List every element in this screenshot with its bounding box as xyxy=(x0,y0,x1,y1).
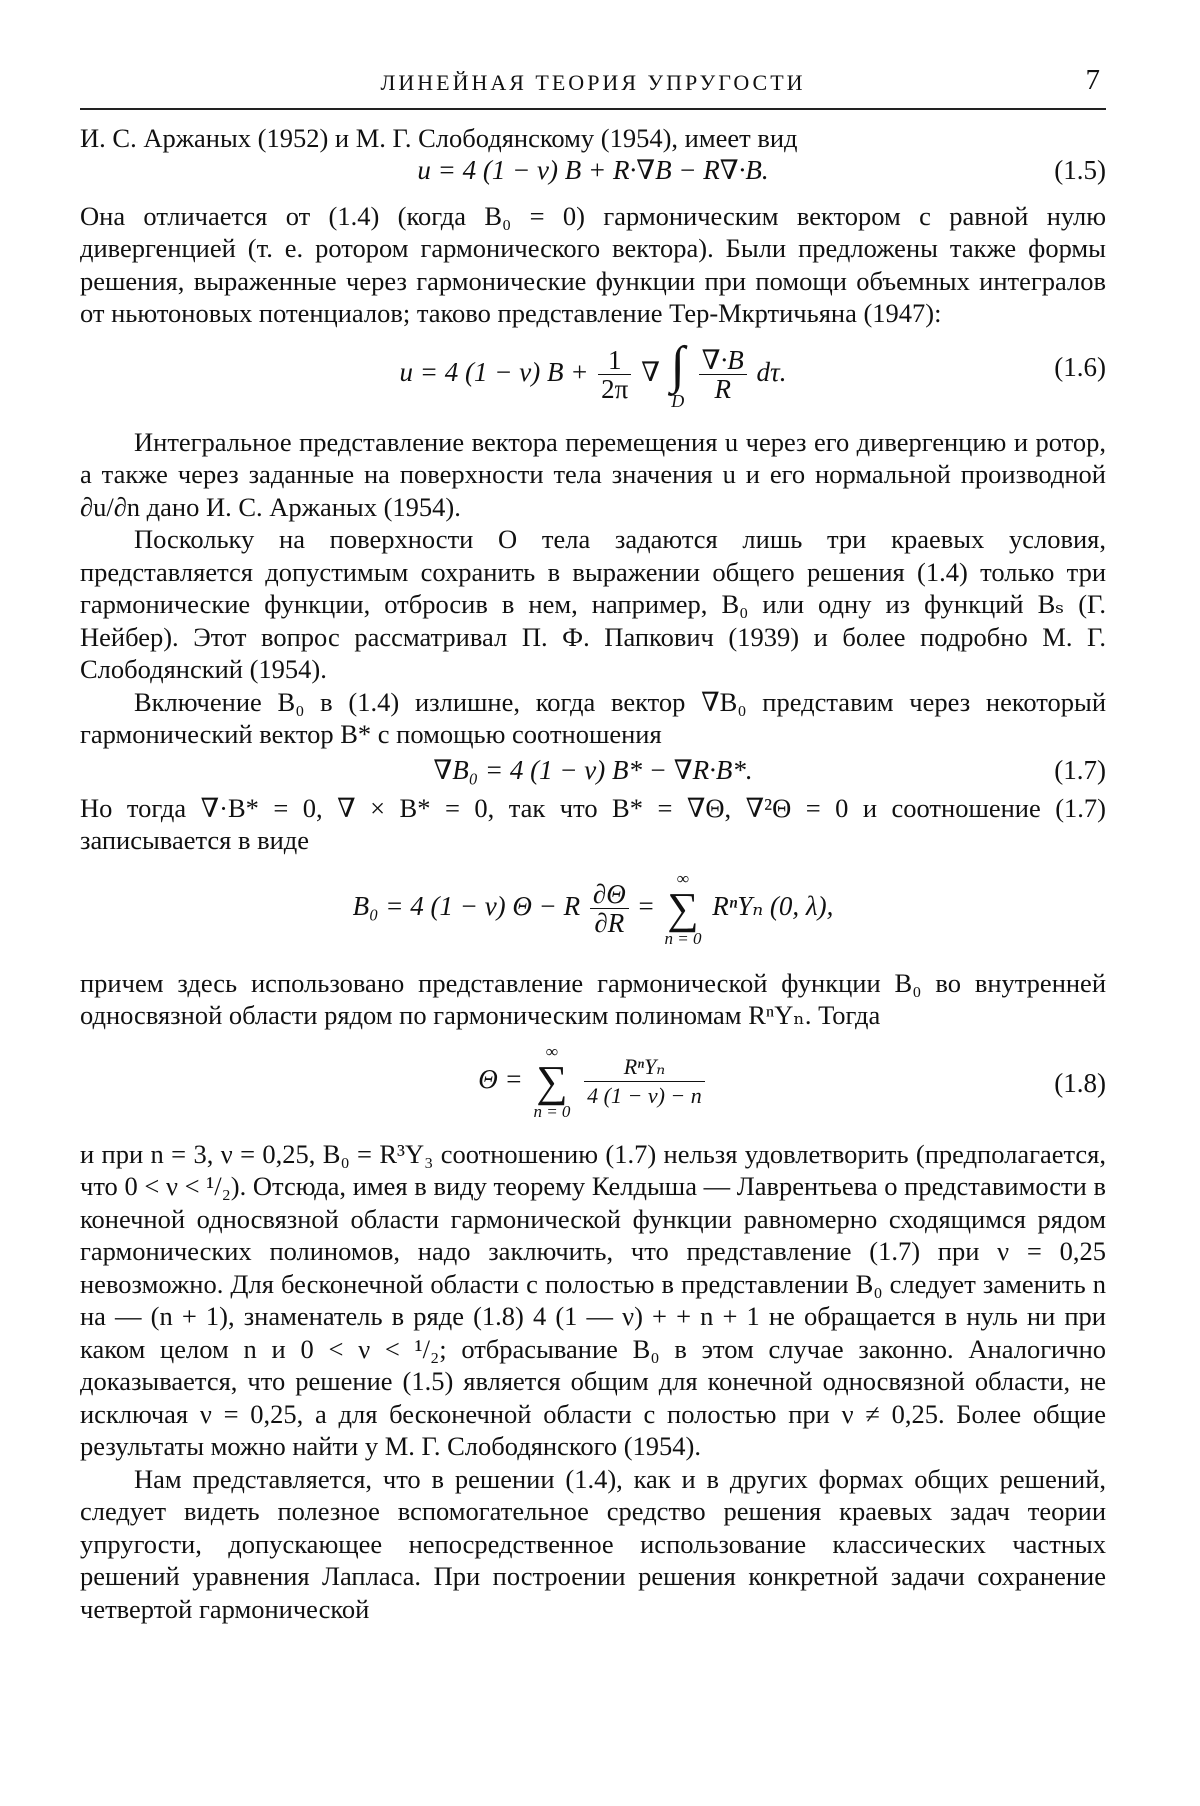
equation-1-6-integrand xyxy=(699,346,747,403)
equation-1-8-number: (1.8) xyxy=(1054,1067,1106,1098)
paragraph-4: Поскольку на поверхности O тела задаются лишь три краевых условия, представляется допустимым сохранить в выражении общего решения (1.4) только три гармонические функции, отбросив в нем, например, B₀ или одну из функций Bₛ (Г. Нейбер). Этот вопрос рассматривал П. Ф. Папкович (1939) и более подробно М. Г. Слободянский (1954). xyxy=(80,524,1106,684)
equation-1-6-nabla: ∇ xyxy=(641,356,660,387)
equation-1-7-expression: ∇B₀ = 4 (1 − ν) B* − ∇R·B*. xyxy=(433,754,753,785)
equation-unnumbered-fraction-denominator: ∂R xyxy=(590,908,629,937)
equation-1-6-integral xyxy=(670,336,685,411)
equation-1-8-lhs: Θ = xyxy=(478,1063,523,1094)
equation-1-5 xyxy=(80,155,1106,188)
paragraph-7: причем здесь использовано представление гармонической функции B₀ во внутренней односвязной области рядом по гармоническим полиномам RⁿYₙ. Тогда xyxy=(80,967,1106,1030)
equation-1-8 xyxy=(80,1032,1106,1136)
equation-1-8-fraction xyxy=(584,1053,705,1110)
equation-1-8-sum-lower: n = 0 xyxy=(533,1101,571,1121)
equation-1-8-sum xyxy=(533,1042,570,1122)
equation-1-6-fraction-numerator: 1 xyxy=(607,345,622,375)
equation-1-6-fraction xyxy=(598,346,631,403)
equation-unnumbered-sum-upper: ∞ xyxy=(676,868,690,888)
equation-1-6-tail: dτ. xyxy=(756,356,787,387)
equation-1-6-fraction-denominator: 2π xyxy=(598,374,631,403)
paragraph-3: Интегральное представление вектора перемещения u через его дивергенцию и ротор, а также через заданные на поверхности тела значения u и его нормальной производной ∂u/∂n дано И. С. Аржаных (1954). xyxy=(80,426,1106,522)
paragraph-6: Но тогда ∇·B* = 0, ∇ × B* = 0, так что B* = ∇Θ, ∇²Θ = 0 и соотношение (1.7) записывается в виде xyxy=(80,792,1106,855)
paragraph-5: Включение B₀ в (1.4) излишне, когда вектор ∇B₀ представим через некоторый гармонический вектор B* с помощью соотношения xyxy=(80,686,1106,749)
equation-1-6-integrand-denominator: R xyxy=(699,374,747,403)
page-body xyxy=(80,122,1106,1625)
paragraph-1: И. С. Аржаных (1952) и М. Г. Слободянскому (1954), имеет вид xyxy=(80,123,798,153)
equation-1-6-number: (1.6) xyxy=(1054,351,1106,382)
equation-unnumbered-sum-lower: n = 0 xyxy=(664,928,702,948)
equation-unnumbered-equals: = xyxy=(638,890,654,921)
equation-1-5-number: (1.5) xyxy=(1054,154,1106,185)
equation-1-8-sum-upper: ∞ xyxy=(545,1041,558,1061)
integral-sign-icon: ∫ xyxy=(670,336,685,394)
equation-1-5-expression: u = 4 (1 − ν) B + R·∇B − R∇·B. xyxy=(417,154,769,185)
paragraph-2: Она отличается от (1.4) (когда B₀ = 0) гармоническим вектором с равной нулю дивергенцией (т. е. ротором гармонического вектора). Были предложены также формы решения, выраженные через гармонические функции при помощи объемных интегралов от ньютоновых потенциалов; таково представление Тер-Мкртичьяна (1947): xyxy=(80,200,1106,328)
equation-1-6-lhs: u = 4 (1 − ν) B + xyxy=(399,356,589,387)
paragraph-9: Нам представляется, что в решении (1.4), как и в других формах общих решений, следует видеть полезное вспомогательное средство решения краевых задач теории упругости, допускающее непосредственное использование классических частных решений уравнения Лапласа. При построении решения конкретной задачи сохранение четвертой гармонической xyxy=(80,1463,1106,1624)
running-title: ЛИНЕЙНАЯ ТЕОРИЯ УПРУГОСТИ xyxy=(380,70,806,95)
equation-1-6-integral-lower: D xyxy=(671,390,685,411)
paragraph-8: и при n = 3, ν = 0,25, B₀ = R³Y₃ соотношению (1.7) нельзя удовлетворить (предполагается, что 0 < ν < ¹/₂). Отсюда, имея в виду теорему Келдыша — Лаврентьева о представимости в конечной односвязной области гармонической функции равномерно сходящимся рядом гармонических полиномов, надо заключить, что представление (1.7) при ν = 0,25 невозможно. Для бесконечной области с полостью в представлении B₀ следует заменить n на — (n + 1), знаменатель в ряде (1.8) 4 (1 — ν) + + n + 1 не обращается в нуль ни при каком целом n и 0 < ν < ¹/₂; отбрасывание B₀ в этом случае законно. Аналогично доказывается, что решение (1.5) является общим для конечной односвязной области, не исключая ν = 0,25, а для бесконечной области с полостью при ν ≠ 0,25. Более общие результаты можно найти у М. Г. Слободянского (1954). xyxy=(80,1138,1106,1461)
equation-1-8-fraction-denominator: 4 (1 − ν) − n xyxy=(584,1081,705,1110)
equation-1-6-integrand-numerator: ∇·B xyxy=(701,345,744,375)
equation-1-7 xyxy=(80,755,1106,788)
equation-unnumbered-fraction xyxy=(590,880,629,937)
equation-1-6 xyxy=(80,330,1106,422)
summation-sign-icon: ∑ xyxy=(536,1056,568,1106)
equation-unnumbered-sum xyxy=(664,869,701,949)
equation-unnumbered-lhs: B₀ = 4 (1 − ν) Θ − R xyxy=(352,890,581,921)
equation-unnumbered xyxy=(80,857,1106,961)
equation-unnumbered-fraction-numerator: ∂Θ xyxy=(592,879,626,909)
page-header xyxy=(80,62,1106,110)
equation-1-7-number: (1.7) xyxy=(1054,754,1106,785)
equation-1-8-fraction-numerator: RⁿYₙ xyxy=(623,1054,666,1079)
equation-unnumbered-tail: RⁿYₙ (0, λ), xyxy=(712,890,834,921)
summation-sign-icon: ∑ xyxy=(667,883,699,933)
page-number: 7 xyxy=(1085,64,1100,96)
